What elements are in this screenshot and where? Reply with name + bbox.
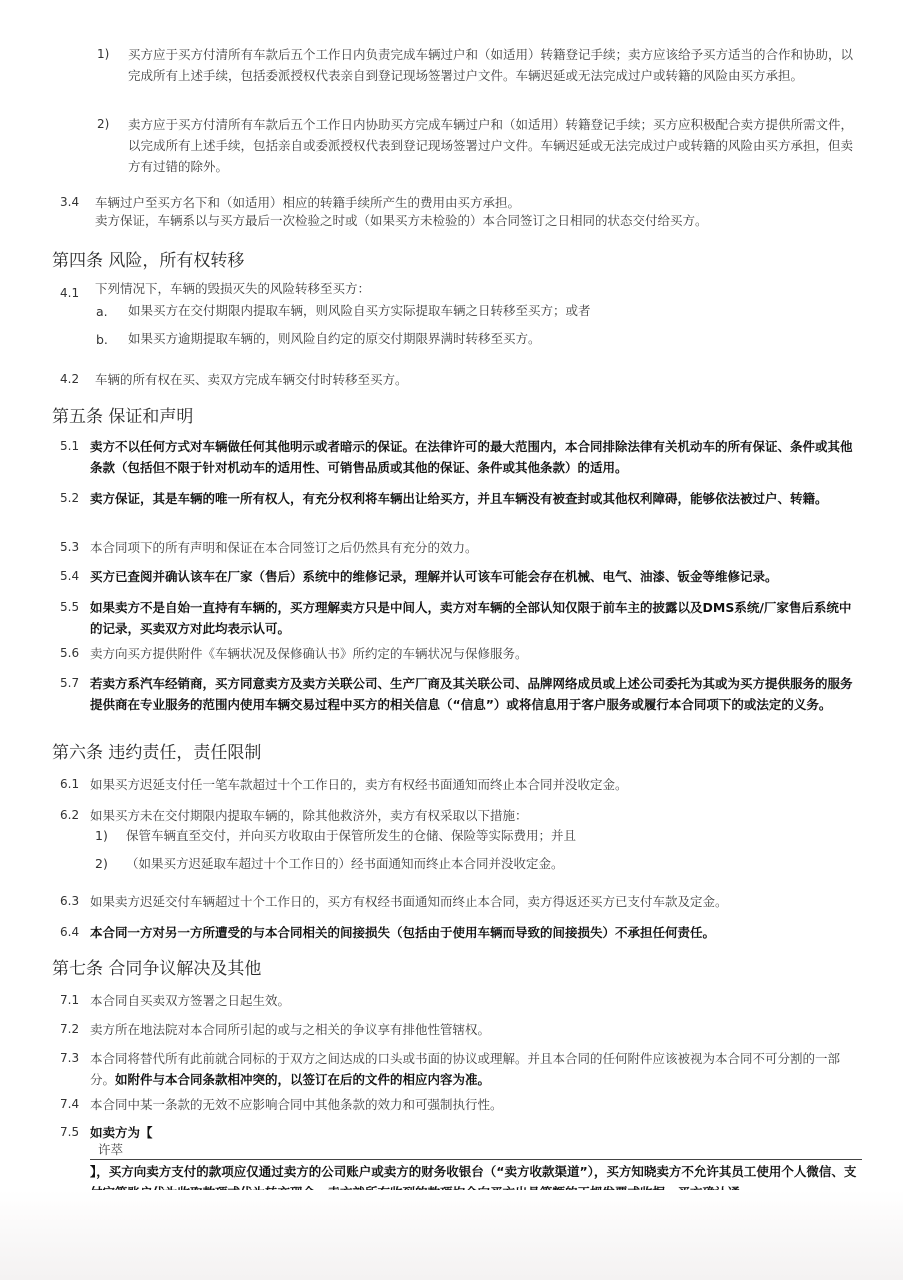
article-5-heading: 第五条 保证和声明 xyxy=(52,407,194,427)
clause-6-1: 如果买方迟延支付任一笔车款超过十个工作日的，卖方有权经书面通知而终止本合同并没收定金。 xyxy=(90,777,628,792)
page-bottom-shading xyxy=(0,1190,903,1280)
clause-5-7: 若卖方系汽车经销商，买方同意卖方及卖方关联公司、生产厂商及其关联公司、品牌网络成员或上述公司委托为其或为买方提供服务的服务提供商在专业服务的范围内使用车辆交易过程中买方的相关信息（“信息”）或将信息用于客户服务或履行本合同项下的或法定的义务。 xyxy=(90,676,853,712)
clause-number: 7.3 xyxy=(60,1051,80,1065)
clause-number: 5.3 xyxy=(60,540,80,554)
clause-number: 7.2 xyxy=(60,1022,80,1036)
item-number: 1) xyxy=(97,47,110,61)
clause-4-1: 下列情况下，车辆的毁损灭失的风险转移至买方： xyxy=(95,281,371,296)
article-7-heading: 第七条 合同争议解决及其他 xyxy=(52,959,262,979)
clause-number: 7.1 xyxy=(60,993,80,1007)
fill-in-underline xyxy=(90,1159,862,1160)
clause-7-1: 本合同自买卖双方签署之日起生效。 xyxy=(90,993,291,1008)
item-number: 1) xyxy=(95,828,108,843)
clause-number: 4.1 xyxy=(60,286,80,300)
item-number: 2) xyxy=(95,856,108,871)
item-letter: b. xyxy=(96,332,108,347)
clause-6-3: 如果卖方迟延交付车辆超过十个工作日的，买方有权经书面通知而终止本合同，卖方得返还买方已支付车款及定金。 xyxy=(90,894,728,909)
clause-4-1-b: 如果买方逾期提取车辆的，则风险自约定的原交付期限界满时转移至买方。 xyxy=(128,331,541,346)
clause-7-5-text: 】，买方向卖方支付的款项应仅通过卖方的公司账户或卖方的财务收银台（“卖方收款渠道”），买方知晓卖方不允许其员工使用个人微信、支 xyxy=(90,1164,857,1179)
clause-5-5: 如果卖方不是自始一直持有车辆的，买方理解卖方只是中间人，卖方对车辆的全部认知仅限于前车主的披露以及DMS系统/厂家售后系统中的记录，买卖双方对此均表示认可。 xyxy=(90,600,852,636)
clause-number: 5.6 xyxy=(60,646,80,660)
clause-number: 4.2 xyxy=(60,372,80,386)
clause-number: 6.1 xyxy=(60,777,80,791)
clause-number: 5.1 xyxy=(60,439,80,453)
clause-6-2-item-2: （如果买方迟延取车超过十个工作日的）经书面通知而终止本合同并没收定金。 xyxy=(126,856,564,871)
clause-number: 7.5 xyxy=(60,1125,80,1139)
clause-5-4: 买方已查阅并确认该车在厂家（售后）系统中的维修记录，理解并认可该车可能会存在机械、电气、油漆、钣金等维修记录。 xyxy=(90,569,778,584)
clause-5-1: 卖方不以任何方式对车辆做任何其他明示或者暗示的保证。在法律许可的最大范围内，本合同排除法律有关机动车的所有保证、条件或其他条款（包括但不限于针对机动车的适用性、可销售品质或其他的保证、条件或其他条款）的适用。 xyxy=(90,439,853,475)
clause-4-2: 车辆的所有权在买、卖双方完成车辆交付时转移至买方。 xyxy=(95,372,408,387)
clause-5-2: 卖方保证，其是车辆的唯一所有权人，有充分权利将车辆出让给买方，并且车辆没有被查封或其他权利障碍，能够依法被过户、转籍。 xyxy=(90,491,828,506)
clause-5-6: 卖方向买方提供附件《车辆状况及保修确认书》所约定的车辆状况与保修服务。 xyxy=(90,646,528,661)
clause-number: 6.4 xyxy=(60,925,80,939)
clause-number: 7.4 xyxy=(60,1097,80,1111)
clause-6-2-item-1: 保管车辆直至交付，并向买方收取由于保管所发生的仓储、保险等实际费用；并且 xyxy=(126,828,577,843)
clause-6-2: 如果买方未在交付期限内提取车辆的，除其他救济外，卖方有权采取以下措施： xyxy=(90,808,528,823)
clause-4-1-a: 如果买方在交付期限内提取车辆，则风险自买方实际提取车辆之日转移至买方；或者 xyxy=(128,303,591,318)
clause-3-3-item-1: 买方应于买方付清所有车款后五个工作日内负责完成车辆过户和（如适用）转籍登记手续；卖方应该给予买方适当的合作和协助，以完成所有上述手续，包括委派授权代表亲自到登记现场签署过户文件。车辆迟延或无法完成过户或转籍的风险由买方承担。 xyxy=(128,47,854,83)
clause-number: 5.5 xyxy=(60,600,80,614)
item-number: 2) xyxy=(97,117,110,131)
clause-7-3-plain: 本合同将替代所有此前就合同标的于双方之间达成的口头或书面的协议或理解。并且本合同的任何附件应该被视为本合同不可分割的一部分。 xyxy=(90,1051,841,1087)
clause-7-5-label: 如卖方为【 xyxy=(90,1125,153,1140)
clause-5-3: 本合同项下的所有声明和保证在本合同签订之后仍然具有充分的效力。 xyxy=(90,540,478,555)
clause-number: 5.4 xyxy=(60,569,80,583)
clause-6-4: 本合同一方对另一方所遭受的与本合同相关的间接损失（包括由于使用车辆而导致的间接损失）不承担任何责任。 xyxy=(90,925,716,940)
clause-7-3 xyxy=(90,1048,862,1090)
clause-3-3-item-2: 卖方应于买方付清所有车款后五个工作日内协助买方完成车辆过户和（如适用）转籍登记手续；买方应积极配合卖方提供所需文件，以完成所有上述手续，包括亲自或委派授权代表到登记现场签署过户文件。车辆迟延或无法完成过户或转籍的风险由买方承担，但卖方有过错的除外。 xyxy=(128,117,854,174)
clause-7-4: 本合同中某一条款的无效不应影响合同中其他条款的效力和可强制执行性。 xyxy=(90,1097,503,1112)
clause-3-4-line-1: 车辆过户至买方名下和（如适用）相应的转籍手续所产生的费用由买方承担。 xyxy=(95,195,521,210)
clause-number: 5.7 xyxy=(60,676,80,690)
clause-number: 6.3 xyxy=(60,894,80,908)
clause-7-3-bold: 如附件与本合同条款相冲突的，以签订在后的文件的相应内容为准。 xyxy=(115,1072,491,1087)
clause-7-2: 卖方所在地法院对本合同所引起的或与之相关的争议享有排他性管辖权。 xyxy=(90,1022,491,1037)
clause-number: 6.2 xyxy=(60,808,80,822)
clause-number: 5.2 xyxy=(60,491,80,505)
clause-number: 3.4 xyxy=(60,195,80,209)
article-6-heading: 第六条 违约责任，责任限制 xyxy=(52,743,262,763)
item-letter: a. xyxy=(96,304,108,319)
seller-name-fill-in: 许萃 xyxy=(98,1142,124,1157)
article-4-heading: 第四条 风险，所有权转移 xyxy=(52,251,245,271)
clause-3-4-line-2: 卖方保证，车辆系以与买方最后一次检验之时或（如果买方未检验的）本合同签订之日相同的状态交付给买方。 xyxy=(95,213,708,228)
